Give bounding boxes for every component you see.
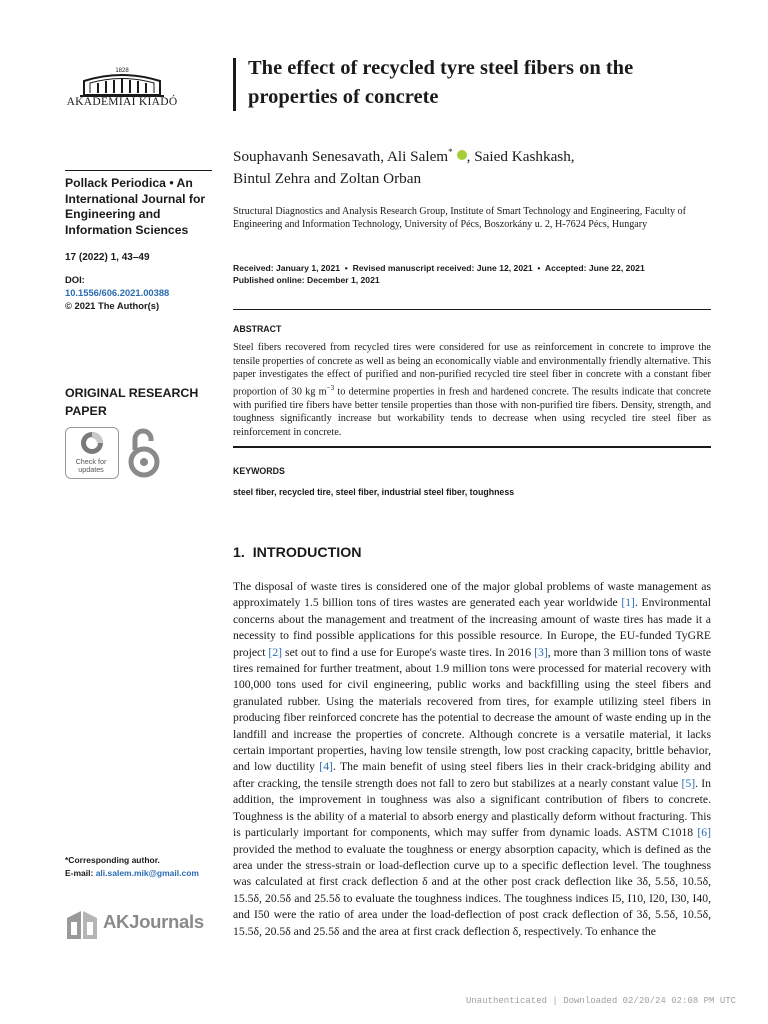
authors-part-1: Souphavanh Senesavath, Ali Salem <box>233 148 449 166</box>
intro-text-7: provided the method to evaluate the toughness or energy absorption capacity, which is defined as the area under the stress-strain or load-deflection curve up to a specific deflection level. The toughness was calculated at first crack deflection δ and at the other post crack deflection like 3δ, 5.5δ, 10.5δ, 15.5δ, 20.5δ and 25.5δ to evaluate the toughness indices. The toughness indices I5, I10, I20, I30, I40, and I50 were the ratio of area under the load-deflection of post crack deflection of 3δ, 5.5δ, 10.5δ, 15.5δ, 20.5δ and 25.5δ and the area at first crack deflection δ, respectively. To enhance the <box>233 842 711 938</box>
akjournals-logo-text: AKJournals <box>103 911 204 932</box>
journal-name: Pollack Periodica • An International Journal for Engineering and Information Sciences <box>65 176 206 237</box>
intro-text-1: The disposal of waste tires is considered one of the major global problems of waste management as approximately 1.5 billion tons of tires wastes are generated each year worldwide <box>233 580 711 610</box>
abstract-heading: ABSTRACT <box>233 324 282 334</box>
check-updates-icon <box>66 428 118 458</box>
intro-text-3: set out to find a use for Europe's waste tires. In 2016 <box>282 645 535 659</box>
citation-link-1[interactable]: [1] <box>621 596 635 610</box>
citation-link-6[interactable]: [6] <box>697 826 711 840</box>
download-watermark: Unauthenticated | Downloaded 02/20/24 02:08 PM UTC <box>466 996 737 1006</box>
intro-text-2: . Environmental concerns about the management and treatment of the increasing amount of waste tires has made it a necessity to find possible applications for this possible resource. In Europe, the EU-funded TyGRE project <box>233 596 711 659</box>
abstract-text <box>233 341 711 440</box>
publication-dates <box>233 262 711 286</box>
journal-issue: 17 (2022) 1, 43–49 <box>65 252 150 263</box>
introduction-body <box>233 579 711 940</box>
email-link[interactable]: ali.salem.mik@gmail.com <box>95 868 199 878</box>
email-label: E-mail: <box>65 868 96 878</box>
dates-line-2: Published online: December 1, 2021 <box>233 275 380 285</box>
citation-link-2[interactable]: [2] <box>268 645 283 659</box>
founding-year: 1828 <box>115 68 129 74</box>
email-line <box>65 868 199 878</box>
open-access-lock-icon <box>126 426 162 478</box>
intro-text-6: . In addition, the improvement in toughness was also a significant contribution of fibers to concrete. Toughness is the ability of a material to absorb energy and plastically deform without fracturing. This is particularly important for components, which may suffer from dynamic loads. ASTM C1018 <box>233 776 711 840</box>
citation-link-4[interactable]: [4] <box>319 760 333 774</box>
doi-link[interactable]: 10.1556/606.2021.00388 <box>65 287 170 298</box>
check-updates-label: Check for updates <box>75 457 107 474</box>
abstract-bottom-divider <box>233 446 711 448</box>
journal-divider <box>65 170 212 171</box>
abstract-text-a: Steel fibers recovered from recycled tires were considered for use as reinforcement in concrete to improve the tensile properties of concrete as well as being an economically viable and environmentally friendly alternative. This paper investigates the effect of purified and non-purified recycled tire steel fiber in concrete with a constant fiber proportion of 30 kg m <box>233 342 711 398</box>
article-type: ORIGINAL RESEARCH PAPER <box>65 386 199 418</box>
citation-link-3[interactable]: [3] <box>534 645 548 659</box>
publisher-name: AKADÉMIAI KIADÓ <box>66 96 178 108</box>
authors-line-2: Bintul Zehra and Zoltan Orban <box>233 170 422 188</box>
intro-text-5: . The main benefit of using steel fibers lies in their crack-bridging ability and after cracking, the tensile strength does not fall to zero but stabilizes at a nearly constant value <box>233 760 711 790</box>
akjournals-logo-icon <box>65 908 99 942</box>
affiliation: Structural Diagnostics and Analysis Research Group, Institute of Smart Technology and Engineering, Faculty of Engineering and Information Technology, University of Pécs, Boszorkány u. 2, H-7624 Pécs, Hungary <box>233 206 686 231</box>
abstract-unit-exponent: −3 <box>326 383 335 392</box>
orcid-icon[interactable] <box>457 150 467 160</box>
abstract-text-b: to determine properties in fresh and hardened concrete. The results indicate that concrete with purified tire fibers have better tensile properties than those with non-purified tire fibers. Density, strength, and toughness significantly increase but workability tends to decrease when using recycled tire steel fiber as reinforcement in concrete. <box>233 386 711 438</box>
title-accent-bar <box>233 58 236 111</box>
keywords-list: steel fiber, recycled tire, steel fiber, industrial steel fiber, toughness <box>233 487 515 497</box>
copyright-notice: © 2021 The Author(s) <box>65 300 160 311</box>
section-heading-introduction: 1. INTRODUCTION <box>233 545 362 561</box>
corresponding-star: * <box>448 147 453 157</box>
article-title: The effect of recycled tyre steel fibers on the properties of concrete <box>248 57 634 108</box>
doi-label: DOI: <box>65 274 85 285</box>
corresponding-author-label: *Corresponding author. <box>65 855 160 865</box>
abstract-top-divider <box>233 309 711 310</box>
dates-line-1: Received: January 1, 2021 • Revised manuscript received: June 12, 2021 • Accepted: June 22, 2021 <box>233 263 645 273</box>
authors-part-2: , Saied Kashkash, <box>466 148 575 166</box>
author-list <box>233 141 703 190</box>
intro-text-4: , more than 3 million tons of waste tires remained for further treatment, about 1.9 million tons were processed for material recovery with 100,000 tons used for civil engineering, public works and backfilling using the steel fibers and granulated rubber. Using the materials recovered from tires, for example utilizing steel fibers in producing fiber reinforced concrete has the potential to decrease the amount of waste ending up in the landfill and increase the properties of concrete. Although concrete is a versatile material, it lacks certain important properties, having low tensile strength, low post cracking capacity, brittle behavior, and low ductility <box>233 645 712 774</box>
keywords-heading: KEYWORDS <box>233 466 285 476</box>
citation-link-5[interactable]: [5] <box>681 776 696 790</box>
